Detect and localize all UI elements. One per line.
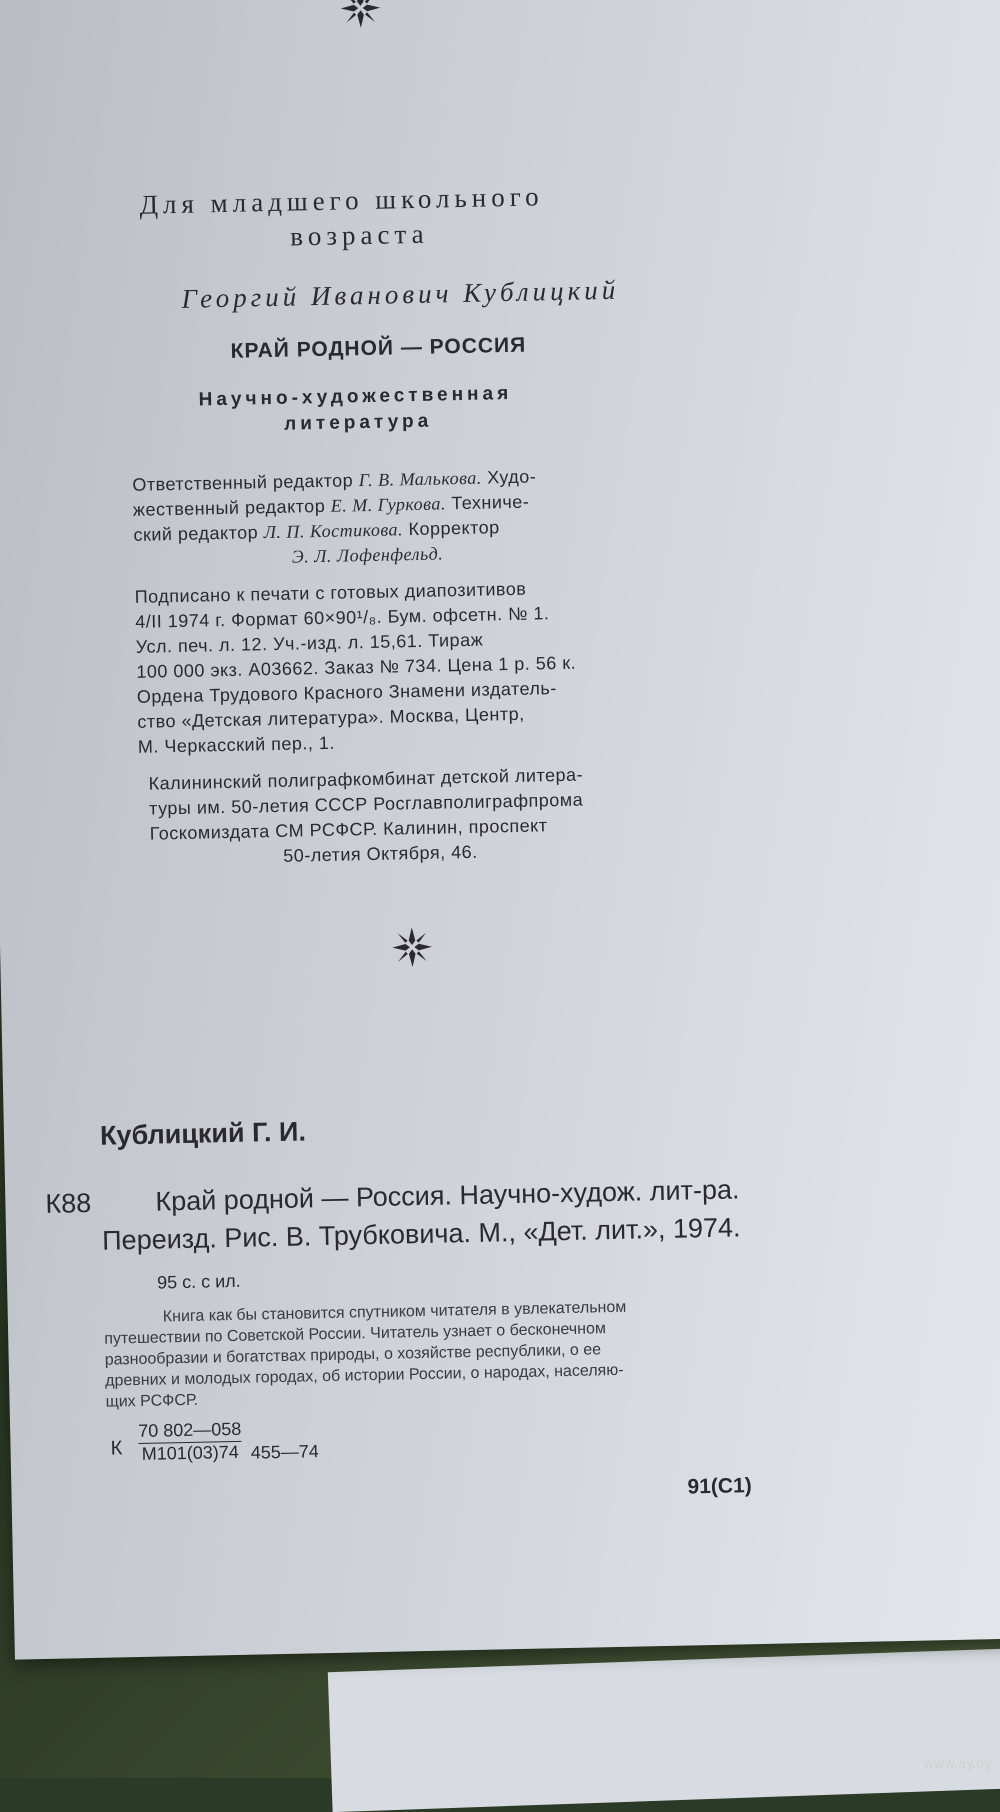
editor-role-text: жественный редактор bbox=[132, 495, 331, 520]
author-full-name: Георгий Иванович Кублицкий bbox=[181, 274, 620, 314]
catalog-card-entry-line-1: Край родной — Россия. Научно-худож. лит-ра. bbox=[155, 1174, 740, 1217]
print-info-line: 4/II 1974 г. Формат 60×90¹/₈. Бум. офсетн. № 1. bbox=[135, 603, 550, 632]
editors-line-1 bbox=[132, 466, 536, 495]
catalog-index-fraction bbox=[138, 1419, 242, 1465]
editor-role-text: Худо- bbox=[481, 466, 537, 488]
print-info-line: Подписано к печати с готовых диапозитивов bbox=[134, 578, 527, 607]
catalog-card-pages: 95 с. с ил. bbox=[156, 1270, 241, 1293]
catalog-card-annotation-line: путешествии по Советской России. Читатель узнает о бесконечном bbox=[104, 1320, 607, 1348]
print-info-line: ство «Детская литература». Москва, Центр, bbox=[137, 703, 525, 732]
watermark-text: www.ay.by bbox=[923, 1757, 992, 1772]
age-group-line-2: возраста bbox=[289, 218, 429, 252]
catalog-index-numerator: 70 802—058 bbox=[138, 1419, 242, 1444]
catalog-index-letter: К bbox=[110, 1437, 123, 1460]
print-info-line: Ордена Трудового Красного Знамени издатель- bbox=[136, 678, 557, 707]
catalog-index-denominator: М101(03)74 bbox=[141, 1441, 239, 1464]
editor-name: Л. П. Костикова. bbox=[263, 519, 404, 543]
printer-info-line: 50-летия Октября, 46. bbox=[282, 841, 478, 866]
underlying-page bbox=[328, 1648, 1000, 1812]
catalog-index-suffix: 455—74 bbox=[250, 1441, 319, 1463]
editor-role-text: Корректор bbox=[402, 517, 500, 540]
printer-info-line: туры им. 50-летия СССР Росглавполиграфпрома bbox=[148, 789, 584, 819]
catalog-card-annotation-line: Книга как бы становится спутником читателя в увлекательном bbox=[162, 1298, 627, 1326]
catalog-card-annotation-line: разнообразии и богатствах природы, о хозяйстве республики, о ее bbox=[104, 1341, 602, 1369]
editor-name: Е. М. Гуркова. bbox=[330, 493, 447, 516]
catalog-card-annotation-line: древних и молодых городах, об истории России, о народах, населяю- bbox=[104, 1361, 624, 1390]
genre-line-2: литература bbox=[283, 410, 433, 435]
print-info-line: 100 000 экз. А03662. Заказ № 734. Цена 1 р. 56 к. bbox=[136, 652, 577, 682]
book-title: КРАЙ РОДНОЙ — РОССИЯ bbox=[230, 333, 527, 363]
printer-info-line: Госкомиздата СМ РСФСР. Калинин, проспект bbox=[149, 815, 548, 844]
printer-info-line: Калининский полиграфкомбинат детской литера- bbox=[148, 764, 584, 794]
catalog-card-author: Кублицкий Г. И. bbox=[99, 1116, 307, 1151]
editor-role-text: Ответственный редактор bbox=[132, 470, 359, 495]
genre-line-1: Научно-художественная bbox=[198, 382, 513, 411]
age-group-line-1: Для младшего школьного bbox=[139, 181, 544, 220]
editors-line-4: Э. Л. Лофенфельд. bbox=[291, 543, 444, 567]
ornament-star-icon bbox=[338, 0, 383, 30]
catalog-card-code: К88 bbox=[45, 1187, 92, 1219]
editors-line-2 bbox=[133, 492, 530, 521]
editor-role-text: Техниче- bbox=[445, 491, 530, 514]
ornament-star-icon bbox=[390, 925, 435, 970]
print-info-line: Усл. печ. л. 12. Уч.-изд. л. 15,61. Тираж bbox=[135, 629, 484, 657]
editor-role-text: ский редактор bbox=[133, 522, 264, 545]
catalog-card-annotation-line: щих РСФСР. bbox=[105, 1391, 199, 1411]
print-info-line: М. Черкасский пер., 1. bbox=[137, 732, 336, 757]
catalog-udk: 91(С1) bbox=[687, 1474, 752, 1499]
editors-line-3 bbox=[133, 517, 500, 546]
editor-name: Г. В. Малькова. bbox=[358, 467, 482, 491]
catalog-card-entry-line-2: Переизд. Рис. В. Трубковича. М., «Дет. лит.», 1974. bbox=[101, 1212, 741, 1256]
